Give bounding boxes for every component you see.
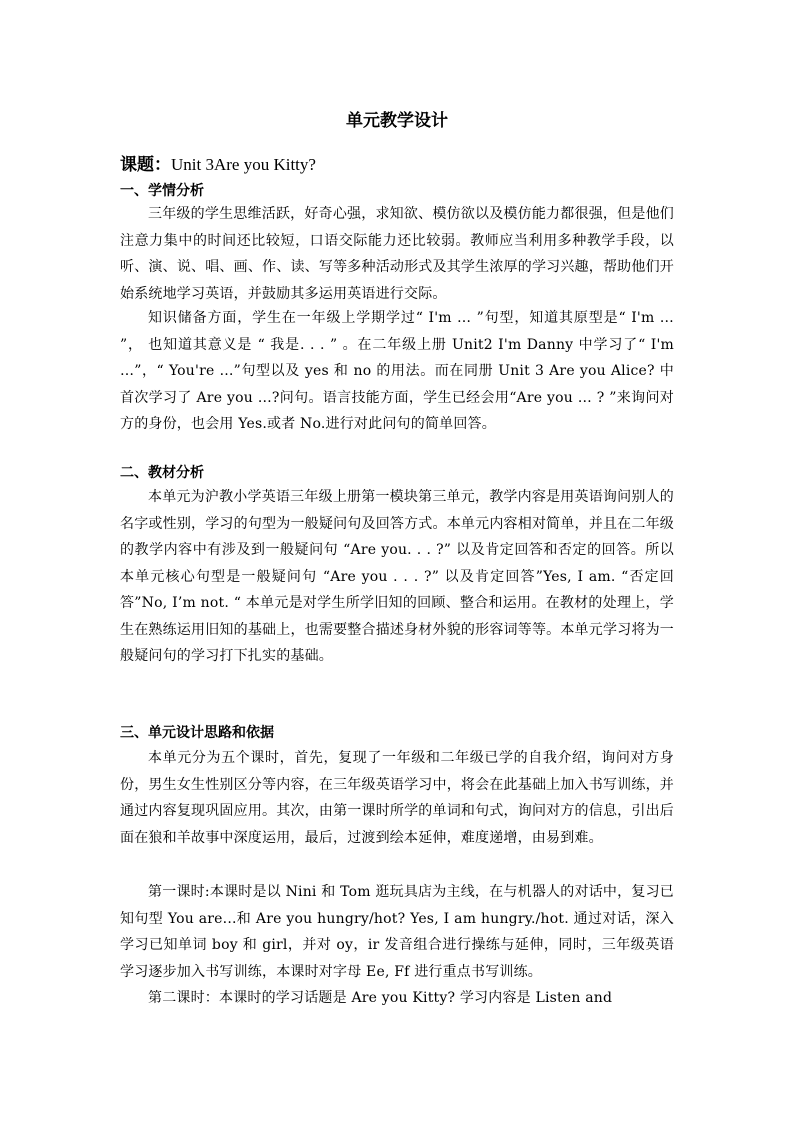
lesson-name: Unit 3Are you Kitty? bbox=[171, 155, 316, 174]
paragraph: 三年级的学生思维活跃，好奇心强，求知欲、模仿欲以及模仿能力都很强，但是他们注意力集中的时间还比较短，口语交际能力还比较弱。教师应当利用多种教学手段，以听、演、说、唱、画、作、读、写等多种活动形式及其学生浓厚的学习兴趣，帮助他们开始系统地学习英语，并鼓励其多运用英语进行交际。 bbox=[120, 206, 674, 302]
paragraph: 知识储备方面，学生在一年级上学期学过“ I'm … ”句型，知道其原型是“ I'm … ”， 也知道其意义是 “ 我是. . . ” 。在二年级上册 Unit2 I'm Danny 中学习了“ I'm …”，“ You're …”句型以及 yes 和 no 的用法。而在同册 Unit 3 Are you Alice? 中首次学习了 Are you …?问句。语言技能方面，学生已经会用“Are you … ? ”来询问对方的身份，也会用 Yes.或者 No.进行对此问句的简单回答。 bbox=[120, 310, 674, 432]
section-heading-learner-analysis: 一、学情分析 bbox=[120, 183, 204, 199]
lesson-label: 课题： bbox=[120, 155, 171, 175]
section-heading-design-rationale: 三、单元设计思路和依据 bbox=[120, 725, 274, 741]
document-title: 单元教学设计 bbox=[346, 111, 448, 131]
paragraph: 第一课时:本课时是以 Nini 和 Tom 逛玩具店为主线，在与机器人的对话中，复习已知句型 You are...和 Are you hungry/hot? Yes, I am hungry./hot. 通过对话，深入学习已知单词 boy 和 girl，并对 oy，ir 发音组合进行操练与延伸，同时，三年级英语学习逐步加入书写训练，本课时对字母 Ee, Ff 进行重点书写训练。 bbox=[120, 884, 674, 980]
paragraph: 本单元为沪教小学英语三年级上册第一模块第三单元，教学内容是用英语询问别人的名字或性别，学习的句型为一般疑问句及回答方式。本单元内容相对简单，并且在二年级的教学内容中有涉及到一般疑问句 “Are you. . . ?” 以及肯定回答和否定的回答。所以本单元核心句型是一般疑问句 “Are you . . . ?” 以及肯定回答”Yes, I am. “否定回答”No, I’m not. “ 本单元是对学生所学旧知的回顾、整合和运用。在教材的处理上，学生在熟练运用旧知的基础上，也需要整合描述身材外貌的形容词等等。本单元学习将为一般疑问句的学习打下扎实的基础。 bbox=[120, 489, 674, 664]
section-heading-textbook-analysis: 二、教材分析 bbox=[120, 465, 204, 481]
paragraph: 本单元分为五个课时，首先，复现了一年级和二年级已学的自我介绍，询问对方身份，男生女生性别区分等内容，在三年级英语学习中，将会在此基础上加入书写训练，并通过内容复现巩固应用。其次，由第一课时所学的单词和句式，询问对方的信息，引出后面在狼和羊故事中深度运用，最后，过渡到绘本延伸，难度递增，由易到难。 bbox=[120, 750, 674, 846]
lesson-title bbox=[120, 150, 316, 175]
paragraph: 第二课时：本课时的学习话题是 Are you Kitty? 学习内容是 Listen and bbox=[148, 990, 613, 1006]
